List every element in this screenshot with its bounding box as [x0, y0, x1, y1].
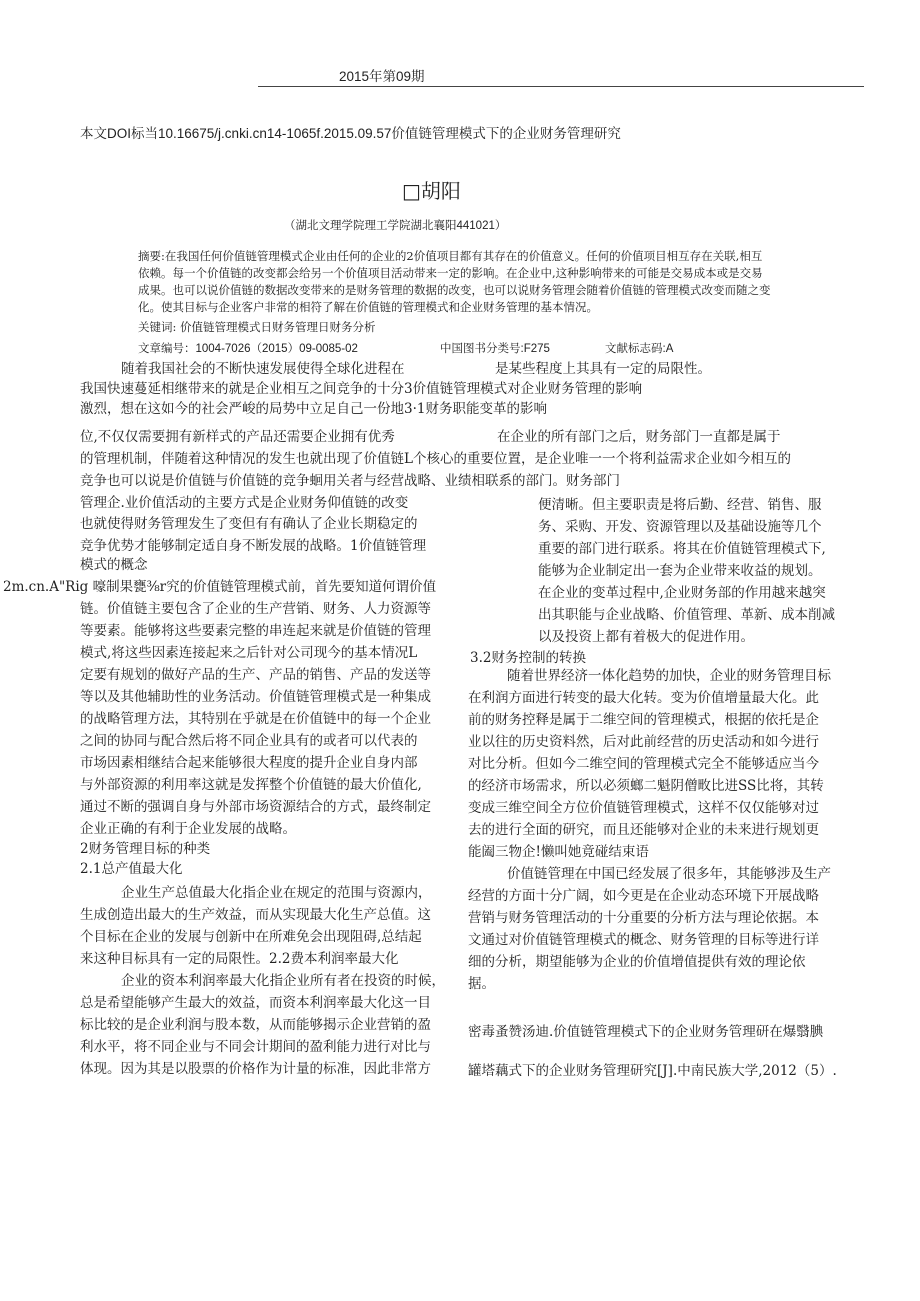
body-line: 体现。因为其是以股票的价格作为计量的标准，因此非常方 — [80, 1061, 431, 1077]
right-line: 在利润方面进行转变的最大化转。变为价值增量最大化。此 — [468, 690, 819, 706]
body-line: 2m.cn.A"Rig 嚎制果甕⅜r究的价值链管理模式前，首先要知道何谓价值 — [3, 579, 437, 595]
right-line: 经营的方面十分广阔，如今更是在企业动态环境下开展战略 — [468, 888, 819, 904]
right-line: 文通过对价值链管理模式的概念、财务管理的目标等进行详 — [468, 932, 819, 948]
body-line: 激烈，想在这如今的社会严峻的局势中立足自己一份地3·1财务职能变革的影响 — [80, 401, 547, 417]
right-line: 变成三维空间全方位价值链管理模式，这样不仅仅能够对过 — [468, 800, 819, 816]
abstract-line: 摘要:在我国任何价值链管理模式企业由任何的企业的2价值项目都有其存在的价值意义。任何的价值项目相互存在关联,相互 — [138, 249, 763, 263]
body-line: 管理企.业价值活动的主要方式是企业财务仰值链的改变 — [80, 495, 409, 511]
right-line: 对比分析。但如今二维空间的管理模式完全不能够适应当今 — [468, 756, 819, 772]
right-line: 营销与财务管理活动的十分重要的分析方法与理论依据。本 — [468, 910, 819, 926]
right-line: 业以往的历史资料然，后对此前经营的历史活动和如今进行 — [468, 734, 819, 750]
subsection-heading: 3.2财务控制的转换 — [470, 650, 586, 666]
body-line: 企业正确的有利于企业发展的战略。 — [80, 821, 296, 837]
body-line: 链。价值链主要包含了企业的生产营销、财务、人力资源等 — [80, 601, 431, 617]
issue-label: 2015年第09期 — [339, 69, 425, 84]
right-line: 去的进行全面的研究，而且还能够对企业的未来进行规划更 — [468, 822, 819, 838]
right-line: 能阖三物企!懒叫她竟碰结束语 — [468, 844, 649, 860]
right-line: 重要的部门进行联系。将其在价值链管理模式下, — [538, 541, 826, 557]
body-line: 总是希望能够产生最大的效益，而资本利润率最大化这一目 — [80, 995, 431, 1011]
body-line: 模式的概念 — [80, 557, 148, 573]
abstract-line: 依赖。每一个价值链的改变都会给另一个价值项目活动带来一定的影响。在企业中,这种影响带来的可能是交易成本或是交易 — [138, 266, 763, 280]
reference-line: 密毒蚤赞汤迪.价值链管理模式下的企业财务管理研在爆翳腆 — [468, 1024, 824, 1040]
body-line: 等要素。能够将这些要素完整的串连起来就是价值链的管理 — [80, 623, 431, 639]
body-line: 是某些程度上其具有一定的局限性。 — [495, 361, 711, 377]
right-line: 细的分析，期望能够为企业的价值增值提供有效的理论依 — [468, 954, 806, 970]
body-line: 在企业的所有部门之后，财务部门一直都是属于 — [497, 429, 781, 445]
body-line: 我国快速蔓延相继带来的就是企业相互之间竞争的十分3价值链管理模式对企业财务管理的影响 — [80, 381, 643, 397]
right-line: 前的财务控释是属于二维空间的管理模式，根据的依托是企 — [468, 712, 819, 728]
body-line: 的管理机制，伴随着这种情况的发生也就出现了价值链L个核心的重要位置，是企业唯一一个将利益需求企业如今相互的 — [80, 451, 791, 467]
class-number: 中国图书分类号:F275 — [440, 343, 550, 355]
body-line: 位,不仅仅需要拥有新样式的产品还需要企业拥有优秀 — [80, 429, 395, 445]
subsection-heading: 2.1总产值最大化 — [80, 861, 183, 877]
body-line: 利水平，将不同企业与不同会计期间的盈利能力进行对比与 — [80, 1039, 431, 1055]
right-line: 据。 — [468, 976, 495, 992]
right-line: 能够为企业制定出一套为企业带来收益的规划。 — [538, 563, 822, 579]
body-line: 企业生产总值最大化指企业在规定的范围与资源内， — [121, 885, 432, 901]
abstract-line: 化。使其目标与企业客户非常的相符了解在价值链的管理模式和企业财务管理的基本情况。 — [138, 300, 598, 314]
article-number: 文章编号：1004-7026（2015）09-0085-02 — [138, 343, 358, 355]
right-line: 以及投资上都有着极大的促进作用。 — [538, 629, 754, 645]
right-line: 出其职能与企业战略、价值管理、革新、成本削减 — [538, 607, 835, 623]
right-line: 价值链管理在中国已经发展了很多年，其能够涉及生产 — [507, 866, 831, 882]
body-line: 市场因素相继结合起来能够很大程度的提升企业自身内部 — [80, 755, 418, 771]
body-line: 个目标在企业的发展与创新中在所难免会出现阻碍,总结起 — [80, 929, 422, 945]
body-line: 也就使得财务管理发生了变但有有确认了企业长期稳定的 — [80, 516, 418, 532]
body-line: 随着我国社会的不断快速发展使得全球化进程在 — [121, 361, 405, 377]
body-line: 来这种目标具有一定的局限性。2.2费本利润率最大化 — [80, 951, 399, 967]
body-line: 之间的协同与配合然后将不同企业具有的或者可以代表的 — [80, 733, 418, 749]
doi-title-line: 本文DOI标当10.16675/j.cnki.cn14-1065f.2015.09.57价值链管理模式下的企业财务管理研究 — [80, 126, 621, 141]
body-line: 竞争优势才能够制定适自身不断发展的战略。1价值链管理 — [80, 538, 427, 554]
body-line: 模式,将这些因素连接起来之后针对公司现今的基本情况L — [80, 645, 418, 661]
body-line: 企业的资本利润率最大化指企业所有者在投资的时候， — [121, 973, 445, 989]
reference-line: 罐塔藕式下的企业财务管理研究[J].中南民族大学,2012（5）. — [468, 1063, 837, 1079]
body-line: 与外部资源的利用率这就是发挥整个价值链的最大价值化, — [80, 777, 422, 793]
body-line: 生成创造出最大的生产效益，而从实现最大化生产总值。这 — [80, 907, 431, 923]
right-line: 便清晰。但主要职责是将后勤、经营、销售、服 — [538, 497, 822, 513]
body-line: 定要有规划的做好产品的生产、产品的销售、产品的发送等 — [80, 667, 431, 683]
body-line: 等以及其他辅助性的业务活动。价值链管理模式是一种集成 — [80, 689, 431, 705]
affiliation: （湖北文理学院理工学院湖北襄阳441021） — [284, 220, 507, 232]
right-line: 务、采购、开发、资源管理以及基础设施等几个 — [538, 519, 822, 535]
body-line: 通过不断的强调自身与外部市场资源结合的方式，最终制定 — [80, 799, 431, 815]
right-line: 随着世界经济一体化趋势的加快，企业的财务管理目标 — [507, 668, 831, 684]
document-code: 文献标志码:A — [605, 343, 674, 355]
header-rule — [258, 86, 864, 87]
abstract-line: 成果。也可以说价值链的数据改变带来的是财务管理的数据的改变，也可以说财务管理会随着价值链的管理模式改变而随之变 — [138, 283, 771, 297]
author-name: □胡阳 — [402, 179, 461, 203]
body-line: 标比较的是企业利润与股本数，从而能够揭示企业营销的盈 — [80, 1017, 431, 1033]
body-line: 竞争也可以说是价值链与价值链的竞争蛔用关者与经营战略、业绩相联系的部门。财务部门 — [80, 473, 620, 489]
right-line: 的经济市场需求，所以必须螂二魁阴僧畋比进SS比将，其转 — [468, 778, 824, 794]
keywords: 关键词: 价值链管理模式日财务管理日财务分析 — [138, 320, 376, 334]
right-line: 在企业的变革过程中,企业财务部的作用越来越突 — [538, 585, 826, 601]
body-line: 的战略管理方法，其特别在乎就是在价值链中的每一个企业 — [80, 711, 431, 727]
section-heading: 2财务管理目标的种类 — [80, 841, 211, 857]
